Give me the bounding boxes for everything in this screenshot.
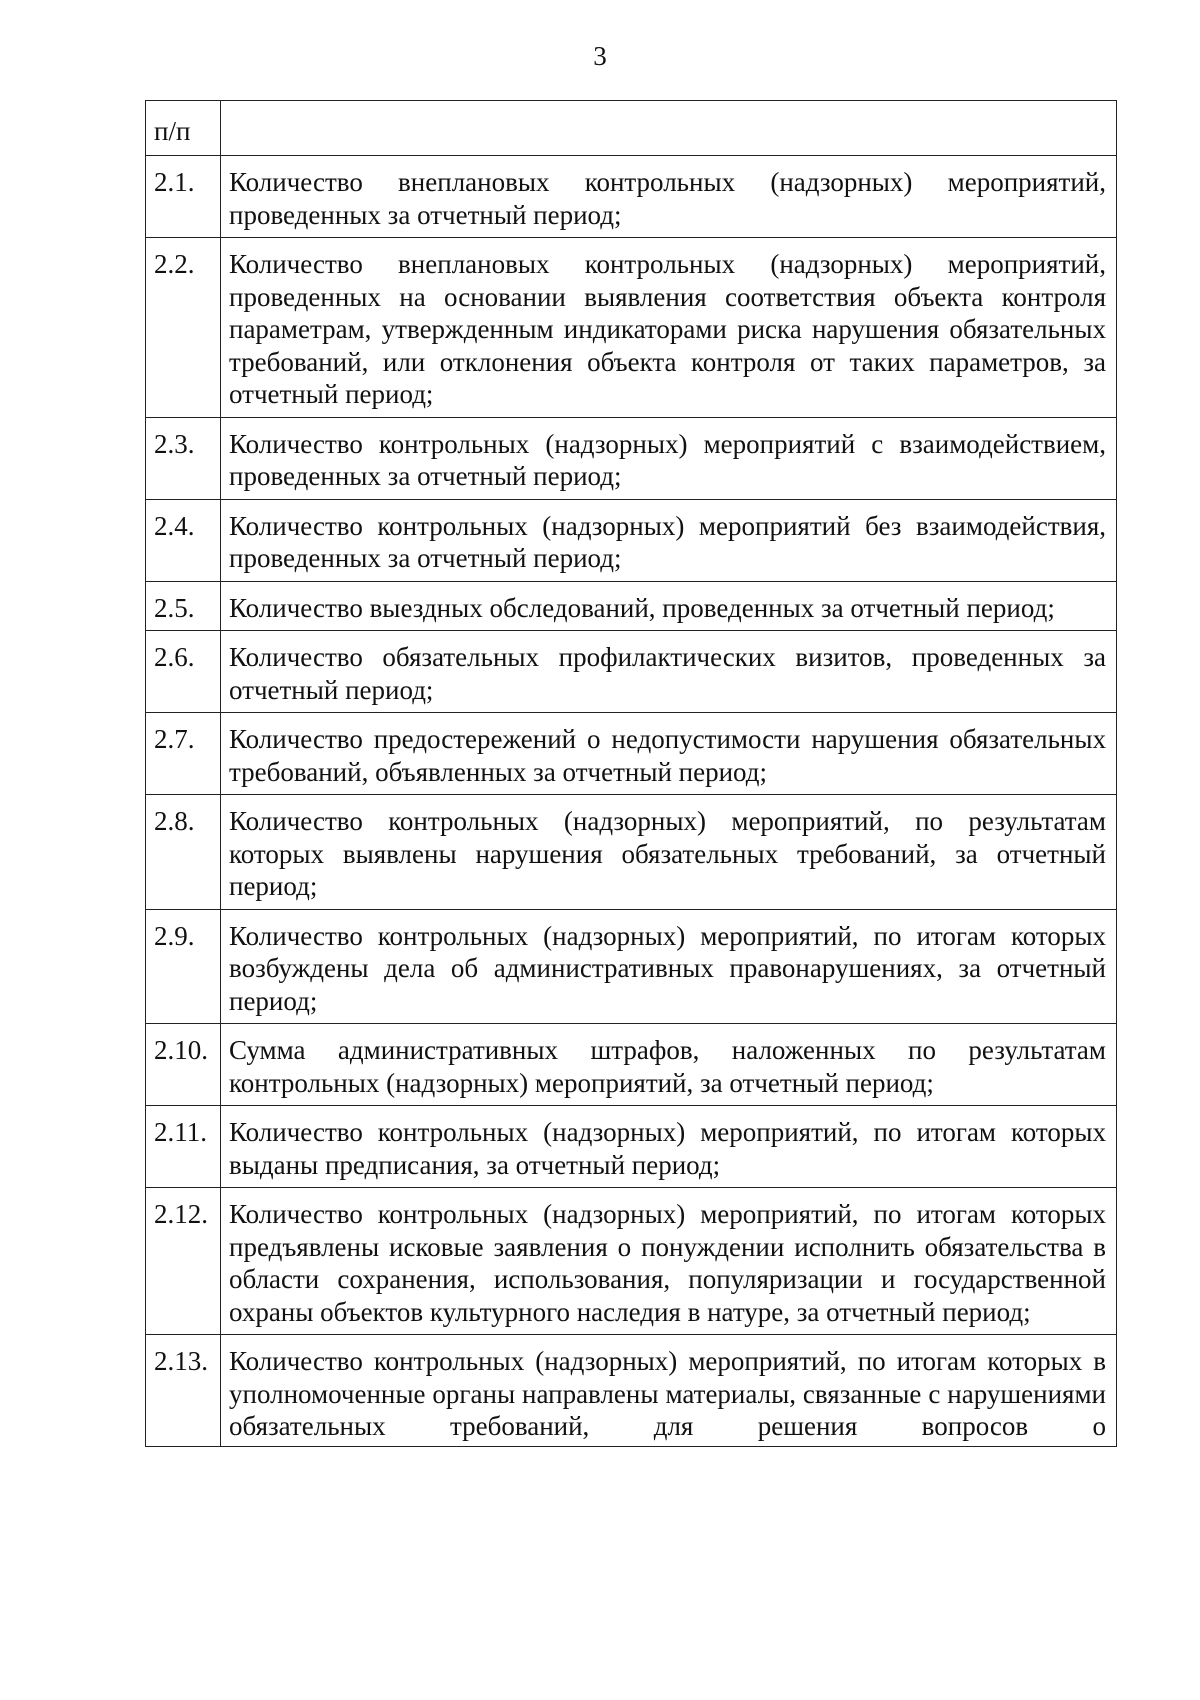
- row-text: Количество внеплановых контрольных (надзорных) мероприятий, проведенных на основании выявления соответствия объекта контроля параметрам, утвержденным индикаторами риска нарушения обязательных требований, или отклонения объекта контроля от таких параметров, за отчетный период;: [221, 238, 1117, 418]
- row-text: Сумма административных штрафов, наложенных по результатам контрольных (надзорных) мероприятий, за отчетный период;: [221, 1024, 1117, 1106]
- row-number: 2.13.: [146, 1335, 221, 1447]
- table-row: [146, 499, 1117, 581]
- table-row: [146, 1024, 1117, 1106]
- table-row: [146, 1188, 1117, 1335]
- row-number: 2.1.: [146, 156, 221, 238]
- row-text: Количество контрольных (надзорных) мероприятий без взаимодействия, проведенных за отчетный период;: [221, 499, 1117, 581]
- table-row: [146, 795, 1117, 910]
- page-number: 3: [593, 41, 607, 71]
- row-number: 2.7.: [146, 713, 221, 795]
- row-number: 2.10.: [146, 1024, 221, 1106]
- table-row: [146, 417, 1117, 499]
- row-number: 2.11.: [146, 1106, 221, 1188]
- row-text: Количество контрольных (надзорных) мероприятий, по итогам которых возбуждены дела об административных правонарушениях, за отчетный период;: [221, 909, 1117, 1024]
- row-number: 2.9.: [146, 909, 221, 1024]
- row-number: 2.4.: [146, 499, 221, 581]
- table-row: [146, 713, 1117, 795]
- row-number: 2.3.: [146, 417, 221, 499]
- row-text: Количество контрольных (надзорных) мероприятий, по итогам которых предъявлены исковые заявления о понуждении исполнить обязательства в области сохранения, использования, популяризации и государственной охраны объектов культурного наследия в натуре, за отчетный период;: [221, 1188, 1117, 1335]
- table-header-row: [146, 101, 1117, 156]
- table-row: [146, 581, 1117, 631]
- column-header-number: п/п: [146, 101, 221, 156]
- row-number: 2.6.: [146, 631, 221, 713]
- row-number: 2.5.: [146, 581, 221, 631]
- row-number: 2.8.: [146, 795, 221, 910]
- row-number: 2.2.: [146, 238, 221, 418]
- table-row: [146, 1106, 1117, 1188]
- row-text: Количество выездных обследований, проведенных за отчетный период;: [221, 581, 1117, 631]
- row-text: Количество контрольных (надзорных) мероприятий, по итогам которых выданы предписания, за отчетный период;: [221, 1106, 1117, 1188]
- row-text: Количество внеплановых контрольных (надзорных) мероприятий, проведенных за отчетный период;: [221, 156, 1117, 238]
- column-header-text: [221, 101, 1117, 156]
- row-text: Количество обязательных профилактических визитов, проведенных за отчетный период;: [221, 631, 1117, 713]
- row-text: Количество предостережений о недопустимости нарушения обязательных требований, объявленных за отчетный период;: [221, 713, 1117, 795]
- table-row: [146, 631, 1117, 713]
- indicators-table: [145, 100, 1117, 1447]
- table-row: [146, 909, 1117, 1024]
- row-text: Количество контрольных (надзорных) мероприятий, по результатам которых выявлены нарушения обязательных требований, за отчетный период;: [221, 795, 1117, 910]
- row-number: 2.12.: [146, 1188, 221, 1335]
- table-row: [146, 1335, 1117, 1447]
- row-text: Количество контрольных (надзорных) мероприятий с взаимодействием, проведенных за отчетный период;: [221, 417, 1117, 499]
- table-row: [146, 156, 1117, 238]
- table-row: [146, 238, 1117, 418]
- row-text: Количество контрольных (надзорных) мероприятий, по итогам которых в уполномоченные органы направлены материалы, связанные с нарушениями обязательных требований, для решения вопросов о: [221, 1335, 1117, 1447]
